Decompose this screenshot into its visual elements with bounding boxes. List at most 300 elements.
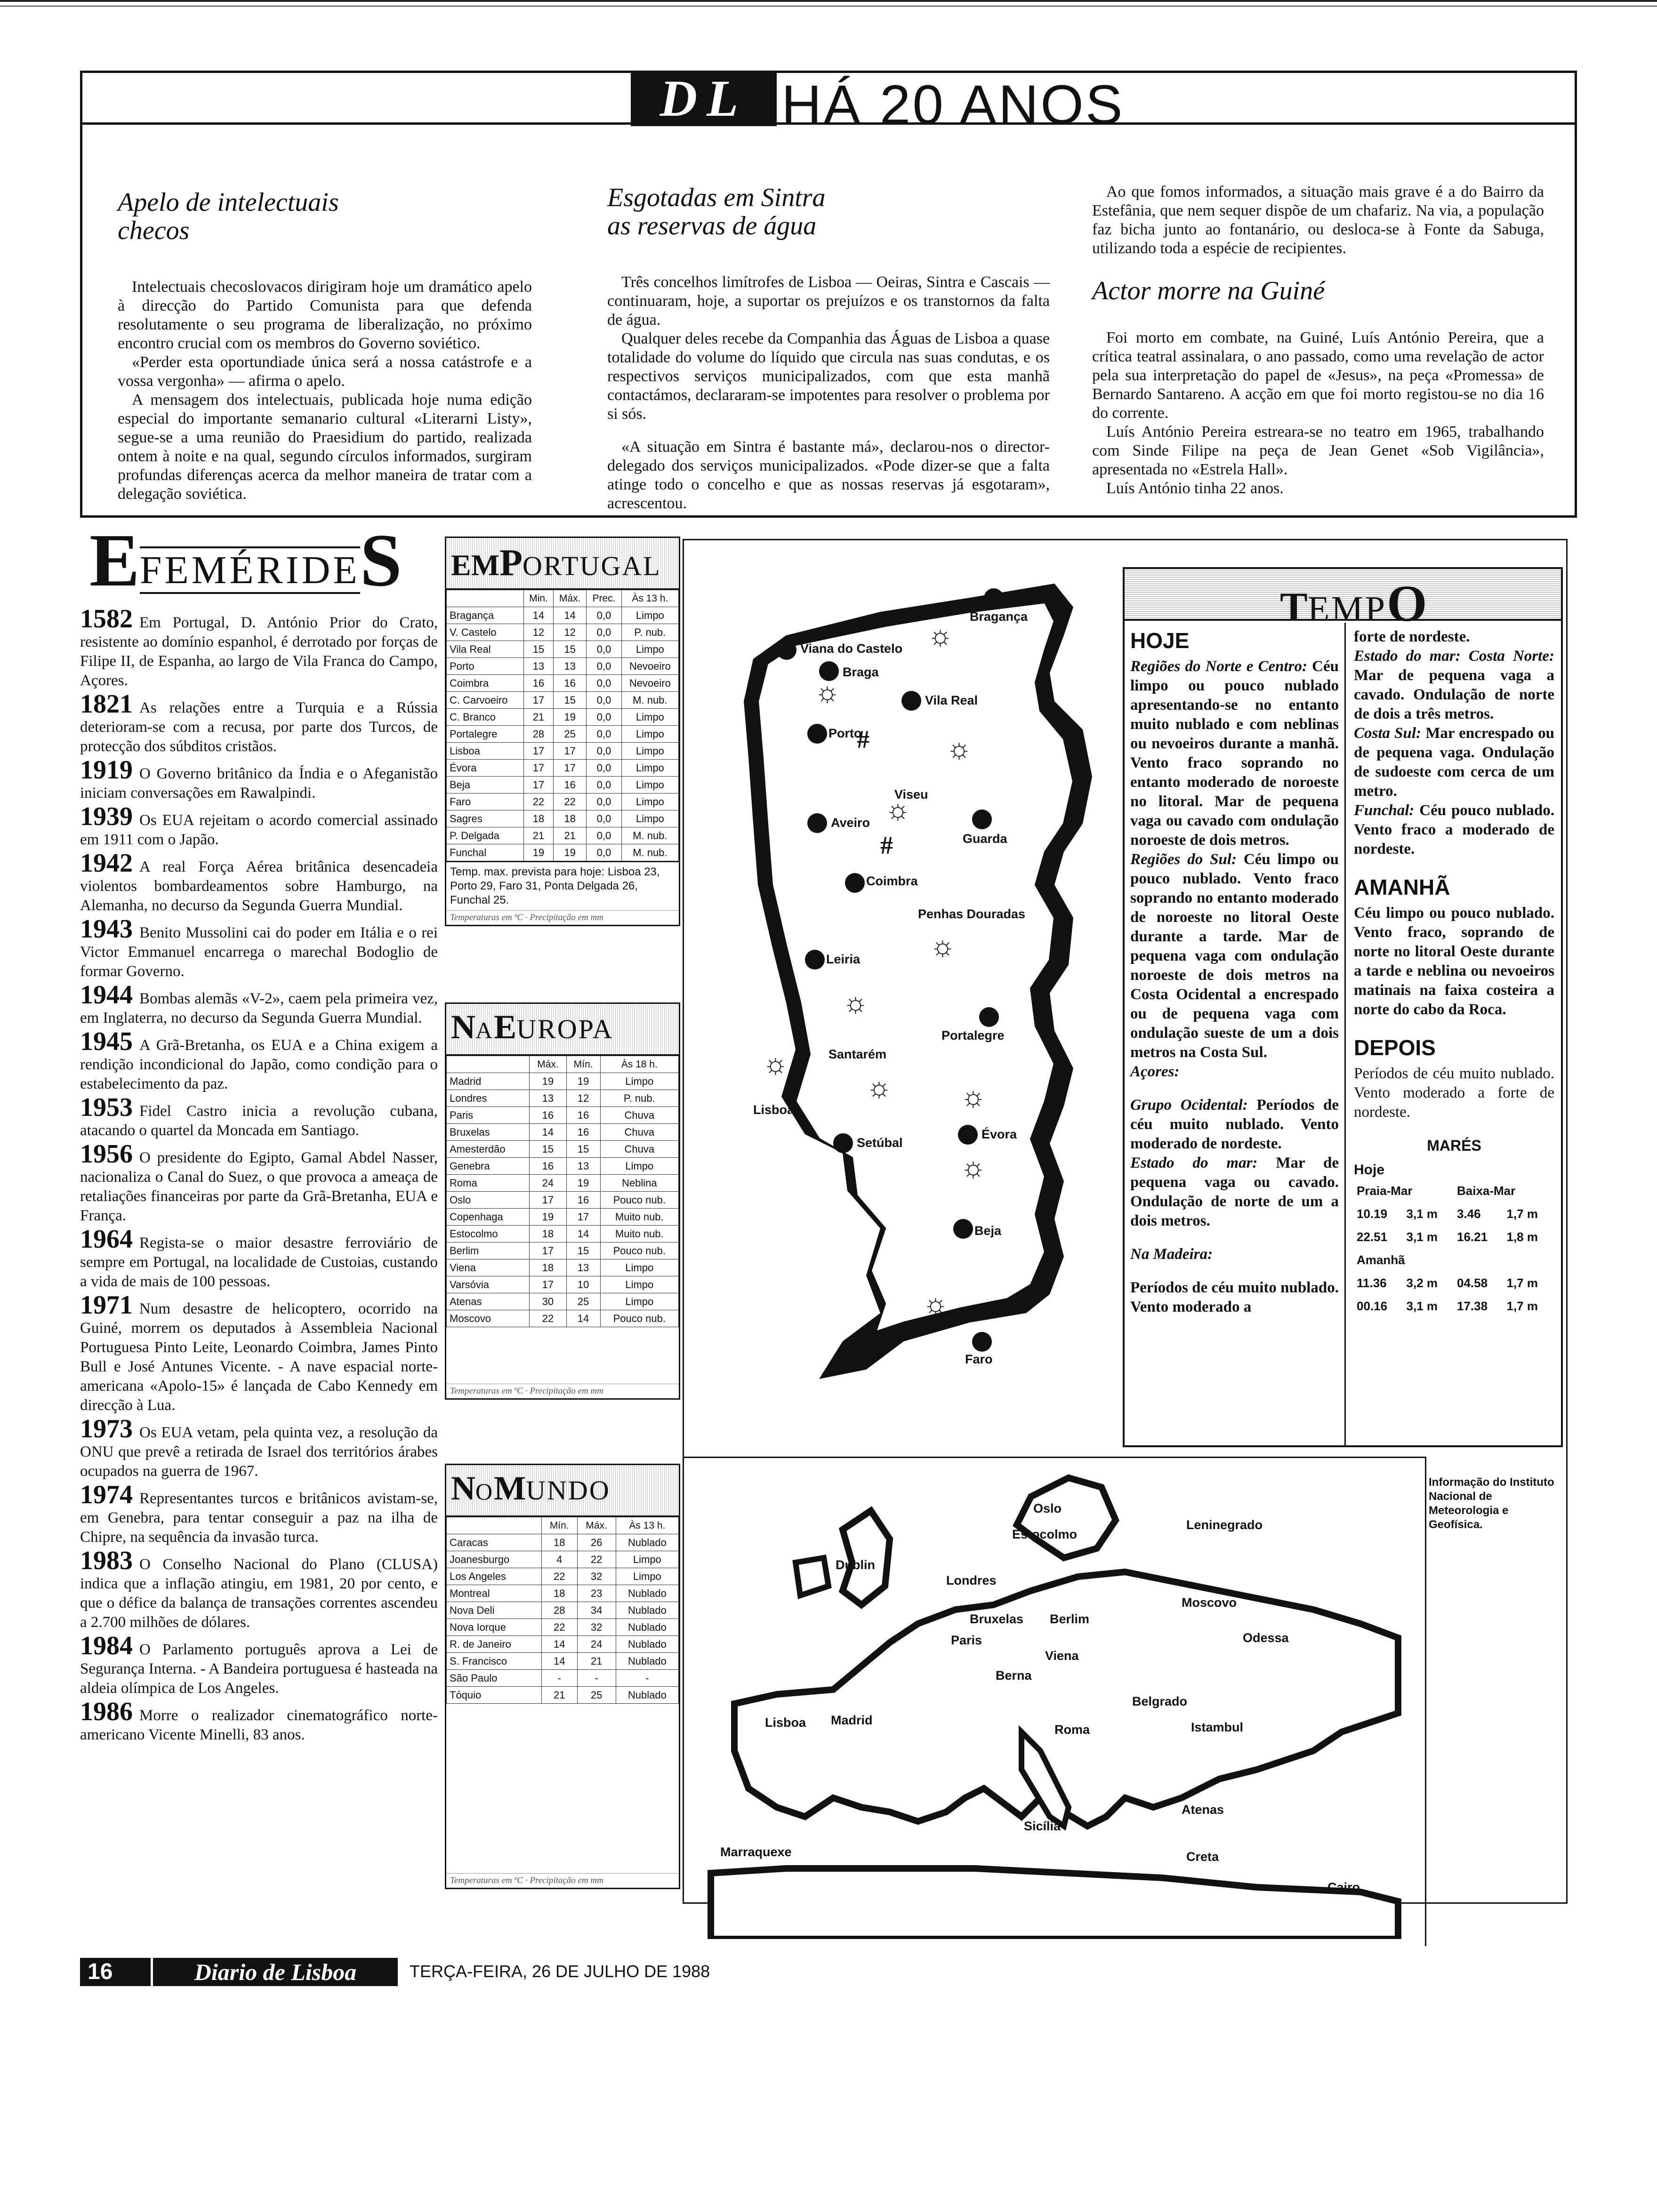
city-label: Madrid xyxy=(831,1713,873,1727)
table-cell: 28 xyxy=(541,1602,577,1619)
efemeride-year: 1944 xyxy=(80,980,133,1010)
city-dot xyxy=(777,640,796,660)
table-cell: 18 xyxy=(541,1534,577,1551)
city-dot xyxy=(807,724,827,744)
table-cell: Limpo xyxy=(600,1073,678,1090)
table-cell: - xyxy=(577,1670,616,1687)
sun-icon: ☼ xyxy=(866,1072,892,1103)
tempo-right-column: forte de nordeste. Estado do mar: Costa Norte: Mar de pequena vaga a cavado. Ondulação de norte de dois a três metros. Costa Sul: Mar encrespado ou de pequena vaga. Ondulação de sudoeste com cerca de um metro. Funchal: Céu pouco nublado. Vento fraco a moderado de nordeste. AMANHÃ Céu limpo ou pouco nublado. Vento fraco, soprando de norte no litoral Oeste durante a tarde e neblina ou nevoeiros matinais na faixa costeira a norte do cabo da Roca. DEPOIS Períodos de céu muito nublado. Vento moderado a forte de nordeste. MARÉS Hoje Praia-Mar Baixa-Mar 10.19 3,1 m 3.46 1,7 m 22.51 3,1 m 16.21 1,8 m Amanhã 11.36 3,2 m 04.58 1,7 m 00.16 3,1 m 17.38 1,7 m xyxy=(1348,623,1560,1322)
table-cell: Limpo xyxy=(621,743,678,760)
table-cell: Varsóvia xyxy=(447,1276,530,1293)
table-cell: 4 xyxy=(541,1551,577,1568)
table-cell: 17 xyxy=(530,1192,566,1209)
city-label: Penhas Douradas xyxy=(918,907,1026,921)
table-cell: 0,0 xyxy=(587,810,621,827)
paragraph: Períodos de céu muito nublado. Vento moderado a forte de nordeste. xyxy=(1354,1065,1554,1121)
table-cell: M. nub. xyxy=(621,844,678,861)
city-label: Paris xyxy=(951,1633,982,1647)
efemeride-year: 1582 xyxy=(80,604,133,633)
table-cell: Nublado xyxy=(616,1534,678,1551)
table-cell: Limpo xyxy=(621,793,678,810)
table-cell: 16 xyxy=(554,777,587,793)
table-cell: Limpo xyxy=(600,1259,678,1276)
efemeride-item xyxy=(80,1631,438,1698)
table-row xyxy=(447,810,679,827)
table-europa xyxy=(445,1002,680,1400)
table-cell: Limpo xyxy=(616,1568,678,1585)
sun-icon: ☼ xyxy=(946,733,972,764)
table-cell: 25 xyxy=(554,726,587,743)
tempo-left-column: HOJE Regiões do Norte e Centro: Céu limpo ou pouco nublado apresentando-se no entanto muito nublado e com neblinas ou nevoeiros durante a manhã. Vento fraco soprando no entanto moderado de noroeste no litoral. Mar de pequena vaga ou cavado com ondulação noroeste de dois metros. Regiões do Sul: Céu limpo ou pouco nublado. Vento fraco soprando no entanto moderado de noroeste no litoral Oeste durante a tarde. Mar de pequena vaga com ondulação noroeste de dois metros na Costa Ocidental a encrespado ou de pequena vaga com ondulação sueste de um a dois metros na Costa Sul. Açores: Grupo Ocidental: Períodos de céu muito nublado. Vento moderado de nordeste. Estado do mar: Mar de pequena vaga ou cavado. Ondulação de norte de um a dois metros. Na Madeira: Períodos de céu muito nublado. Vento moderado a xyxy=(1125,623,1346,1446)
label: Açores: xyxy=(1130,1063,1180,1080)
table-cell: 17 xyxy=(523,777,553,793)
table-cell: 17 xyxy=(530,1276,566,1293)
section-depois: DEPOIS xyxy=(1354,1035,1436,1060)
column-header: Máx. xyxy=(577,1517,616,1534)
article-intelectuais xyxy=(118,188,532,504)
table-row xyxy=(447,1653,679,1670)
table-cell: 13 xyxy=(554,658,587,675)
table-cell: Viena xyxy=(447,1259,530,1276)
fog-icon: # xyxy=(857,725,869,753)
city-label: Aveiro xyxy=(831,816,870,830)
city-dot xyxy=(901,691,921,711)
sun-icon: ☼ xyxy=(930,930,956,962)
article-actor xyxy=(1092,183,1544,498)
sun-icon: ☼ xyxy=(960,1152,986,1183)
column-header: Mín. xyxy=(541,1517,577,1534)
table-row xyxy=(447,1226,679,1242)
column-header: Às 13 h. xyxy=(621,590,678,607)
table-cell: R. de Janeiro xyxy=(447,1636,542,1653)
table-row xyxy=(447,760,679,777)
table-cell: 12 xyxy=(566,1090,600,1107)
table-cell: 16 xyxy=(530,1107,566,1124)
table-cell: 26 xyxy=(577,1534,616,1551)
table-row xyxy=(447,793,679,810)
table-row xyxy=(447,1636,679,1653)
column-header: Máx. xyxy=(530,1056,566,1073)
efemeride-text: Fidel Castro inicia a revolução cubana, atacando o quartel da Moncada em Santiago. xyxy=(80,1103,438,1139)
table-cell: 0,0 xyxy=(587,743,621,760)
efemeride-item xyxy=(80,802,438,850)
table-cell: Limpo xyxy=(621,777,678,793)
city-label: Belgrado xyxy=(1132,1694,1188,1708)
table-cell: 15 xyxy=(566,1242,600,1259)
table-row xyxy=(447,1293,679,1310)
column-header: Às 13 h. xyxy=(616,1517,678,1534)
table-cell: Muito nub. xyxy=(600,1226,678,1242)
column-header: Min. xyxy=(523,590,553,607)
efemeride-year: 1984 xyxy=(80,1631,133,1660)
table-cell: 13 xyxy=(523,658,553,675)
table-row xyxy=(447,726,679,743)
paragraph: Luís António Pereira estreara-se no teatro em 1965, trabalhando com Sinde Filipe na peça de Jean Genet «Sob Vigilância», apresentada no «Estrela Hall». xyxy=(1092,423,1544,478)
table-cell: Coimbra xyxy=(447,675,524,692)
table-cell: 18 xyxy=(554,810,587,827)
section-hoje: HOJE xyxy=(1130,628,1190,653)
table-cell: 16 xyxy=(566,1107,600,1124)
table-cell: 0,0 xyxy=(587,658,621,675)
table-cell: 0,0 xyxy=(587,675,621,692)
table-cell: Genebra xyxy=(447,1158,530,1175)
table-cell: 21 xyxy=(523,827,553,844)
table-cell: Copenhaga xyxy=(447,1209,530,1226)
paragraph: Foi morto em combate, na Guiné, Luís António Pereira, que a crítica teatral assinalara, o ano passado, como uma revelação de actor pela sua interpretação do papel de «Jesus», na peça «Promessa» de Bernardo Santareno. A acção em que foi morto registou-se no dia 16 do corrente. xyxy=(1092,329,1544,422)
table-cell: Nevoeiro xyxy=(621,675,678,692)
sun-icon: ☼ xyxy=(885,794,911,825)
dl-logo: DL xyxy=(631,71,777,126)
table-cell: 0,0 xyxy=(587,624,621,641)
table-cell: M. nub. xyxy=(621,827,678,844)
table-cell: Muito nub. xyxy=(600,1209,678,1226)
table-cell: Pouco nub. xyxy=(600,1310,678,1327)
table-cell: 17 xyxy=(554,760,587,777)
efemeride-item xyxy=(80,755,438,803)
table-cell: 15 xyxy=(523,641,553,658)
table-cell: Nublado xyxy=(616,1602,678,1619)
table-cell: 18 xyxy=(530,1226,566,1242)
table-row xyxy=(447,1585,679,1602)
efemeride-item xyxy=(80,980,438,1028)
table-row xyxy=(447,777,679,793)
table-cell: 0,0 xyxy=(587,607,621,624)
inm-credit: Informação do Instituto Nacional de Meteorologia e Geofísica. xyxy=(1429,1476,1554,1531)
city-label: Porto xyxy=(828,726,862,740)
city-label: Santarém xyxy=(828,1047,887,1061)
table-cell: 14 xyxy=(523,607,553,624)
weather-table xyxy=(446,1517,679,1704)
table-cell: Nublado xyxy=(616,1585,678,1602)
table-cell: Limpo xyxy=(621,641,678,658)
efemeride-item xyxy=(80,1546,438,1632)
table-row xyxy=(447,1158,679,1175)
table-row xyxy=(447,1192,679,1209)
table-cell: 22 xyxy=(541,1619,577,1636)
paragraph: Luís António tinha 22 anos. xyxy=(1106,480,1284,497)
city-label: Bragança xyxy=(970,609,1028,624)
table-cell: Limpo xyxy=(600,1276,678,1293)
table-cell: P. nub. xyxy=(621,624,678,641)
table-cell: Limpo xyxy=(621,607,678,624)
efemeride-item xyxy=(80,1227,438,1291)
paragraph: Céu limpo ou pouco nublado. Vento fraco, soprando de norte no litoral Oeste durante a tarde e neblina ou nevoeiros matinais na faixa costeira a norte do cabo da Roca. xyxy=(1354,905,1554,1018)
table-row xyxy=(447,1568,679,1585)
city-label: Odessa xyxy=(1243,1631,1289,1645)
city-label: Braga xyxy=(843,665,879,679)
efemeride-year: 1983 xyxy=(80,1546,133,1575)
table-cell: 13 xyxy=(530,1090,566,1107)
africa xyxy=(711,1868,1398,1939)
article-title: Esgotadas em Sintra as reservas de água xyxy=(607,183,826,240)
table-cell: 19 xyxy=(566,1175,600,1192)
table-row xyxy=(447,1242,679,1259)
table-cell: 22 xyxy=(523,793,553,810)
table-row xyxy=(447,1107,679,1124)
tide-cell: 1,7 m xyxy=(1506,1276,1538,1290)
city-dot xyxy=(833,1133,853,1153)
section-amanha: AMANHÃ xyxy=(1354,875,1450,899)
article-sintra xyxy=(607,184,1050,513)
tide-cell: 3,1 m xyxy=(1406,1299,1438,1313)
column-header xyxy=(447,1056,530,1073)
column-header xyxy=(447,1517,542,1534)
efemeride-text: Em Portugal, D. António Prior do Crato, resistente ao domínio espanhol, é derrotado por forças de Filipe II, de Espanha, ao largo de Vila Franca do Campo, Açores. xyxy=(80,614,438,689)
city-label: Faro xyxy=(965,1352,993,1366)
table-cell: 17 xyxy=(523,692,553,709)
table-row xyxy=(447,1310,679,1327)
table-cell: Montreal xyxy=(447,1585,542,1602)
efemerides-title: EFEMÉRIDES xyxy=(89,518,402,602)
city-label: Viena xyxy=(1045,1649,1079,1663)
table-cell: Oslo xyxy=(447,1192,530,1209)
table-cell: Atenas xyxy=(447,1293,530,1310)
city-dot xyxy=(958,1125,978,1145)
table-cell: 22 xyxy=(530,1310,566,1327)
table-cell: Funchal xyxy=(447,844,524,861)
tide-cell: 1,7 m xyxy=(1506,1207,1538,1221)
table-cell: 16 xyxy=(523,675,553,692)
efemeride-item xyxy=(80,851,438,915)
table-cell: 28 xyxy=(523,726,553,743)
efemeride-text: As relações entre a Turquia e a Rússia deterioram-se com a recusa, por parte dos Turcos, de protecção dos súbditos cristãos. xyxy=(80,699,438,755)
table-row xyxy=(447,641,679,658)
table-cell: Neblina xyxy=(600,1175,678,1192)
table-cell: Porto xyxy=(447,658,524,675)
efemeride-text: Morre o realizador cinematográfico norte-americano Vicente Minelli, 83 anos. xyxy=(80,1707,438,1743)
table-cell: 18 xyxy=(530,1259,566,1276)
table-cell: Londres xyxy=(447,1090,530,1107)
table-mundo xyxy=(445,1464,680,1889)
top-rule xyxy=(0,0,1657,7)
table-cell: 21 xyxy=(577,1653,616,1670)
table-cell: 12 xyxy=(554,624,587,641)
table-cell: Évora xyxy=(447,760,524,777)
table-title: EMPORTUGAL xyxy=(446,538,679,590)
table-cell: 12 xyxy=(523,624,553,641)
table-cell: Nublado xyxy=(616,1636,678,1653)
tide-cell: 04.58 xyxy=(1456,1276,1488,1290)
table-cell: 0,0 xyxy=(587,709,621,726)
table-cell: Limpo xyxy=(621,760,678,777)
table-cell: 25 xyxy=(566,1293,600,1310)
table-cell: 0,0 xyxy=(587,793,621,810)
city-label: Berna xyxy=(996,1668,1032,1683)
table-cell: Bragança xyxy=(447,607,524,624)
table-row xyxy=(447,1124,679,1141)
table-cell: 0,0 xyxy=(587,777,621,793)
efemeride-year: 1939 xyxy=(80,802,133,831)
table-cell: Faro xyxy=(447,793,524,810)
table-cell: 15 xyxy=(566,1141,600,1158)
efemeride-text: A Grã-Bretanha, os EUA e a China exigem a rendição incondicional do Japão, como condição para o estabelecimento da paz. xyxy=(80,1037,438,1092)
units-note: Temperaturas em ºC · Precipitação em mm xyxy=(446,1873,679,1888)
city-dot xyxy=(953,1219,973,1239)
table-cell: 19 xyxy=(530,1073,566,1090)
efemeride-year: 1973 xyxy=(80,1414,133,1443)
table-cell: 16 xyxy=(566,1124,600,1141)
table-cell: Chuva xyxy=(600,1124,678,1141)
tides: MARÉS Hoje Praia-Mar Baixa-Mar 10.19 3,1 m 3.46 1,7 m 22.51 3,1 m 16.21 1,8 m Amanhã 11.36 3,2 m 04.58 1,7 m 00.16 3,1 m 17.38 1,7 m xyxy=(1354,1136,1554,1318)
table-cell: Paris xyxy=(447,1107,530,1124)
paragraph: Ao que fomos informados, a situação mais grave é a do Bairro da Estefânia, que nem sequer dispõe de um chafariz. Na via, a população faz bicha junto ao fontanário, ou desloca-se à Fonte da Sabuga, utilizando toda a espécie de recipientes. xyxy=(1092,183,1544,257)
table-row xyxy=(447,827,679,844)
city-label: Moscovo xyxy=(1182,1595,1237,1610)
efemeride-year: 1942 xyxy=(80,849,133,878)
table-cell: M. nub. xyxy=(621,692,678,709)
table-cell: 0,0 xyxy=(587,726,621,743)
efemeride-item xyxy=(80,1139,438,1226)
city-dot xyxy=(979,1007,999,1027)
forecast-note: Temp. max. prevista para hoje: Lisboa 23, Porto 29, Faro 31, Ponta Delgada 26, Funchal 25. xyxy=(446,861,679,910)
city-label: Berlim xyxy=(1050,1612,1090,1626)
efemeride-text: O presidente do Egipto, Gamal Abdel Nasser, nacionaliza o Canal do Suez, o que provoca a ameaça de retaliações financeiras por parte da Grã-Bretanha, EUA e França. xyxy=(80,1149,438,1224)
efemeride-text: Os EUA vetam, pela quinta vez, a resolução da ONU que prevê a retirada de Israel dos territórios árabes ocupados na guerra de 1967. xyxy=(80,1424,438,1480)
table-row xyxy=(447,1670,679,1687)
table-cell: 16 xyxy=(566,1192,600,1209)
city-label: Lisboa xyxy=(765,1715,806,1730)
column-header: Máx. xyxy=(554,590,587,607)
city-label: Bruxelas xyxy=(970,1612,1024,1626)
table-cell: Los Angeles xyxy=(447,1568,542,1585)
table-cell: Nublado xyxy=(616,1653,678,1670)
efemeride-item xyxy=(80,604,438,690)
label: Na Madeira: xyxy=(1130,1246,1213,1263)
city-label: Londres xyxy=(946,1573,997,1587)
table-cell: Amesterdão xyxy=(447,1141,530,1158)
tide-cell: Praia-Mar xyxy=(1357,1184,1413,1198)
efemeride-text: O Parlamento português aprova a Lei de Segurança Interna. - A Bandeira portuguesa é hasteada na aldeia olímpica de Los Angeles. xyxy=(80,1641,438,1697)
efemeride-text: Benito Mussolini cai do poder em Itália e o rei Victor Emmanuel encarrega o marechal Bodoglio de formar Governo. xyxy=(80,924,438,980)
table-row xyxy=(447,743,679,760)
tide-cell: 16.21 xyxy=(1456,1230,1488,1244)
table-cell: 14 xyxy=(541,1636,577,1653)
tide-cell: 3,1 m xyxy=(1406,1207,1438,1221)
efemeride-year: 1953 xyxy=(80,1093,133,1122)
table-cell: 22 xyxy=(541,1568,577,1585)
efemeride-item xyxy=(80,1027,438,1094)
city-dot xyxy=(807,813,827,833)
table-cell: Nublado xyxy=(616,1619,678,1636)
table-row xyxy=(447,1141,679,1158)
tide-cell: 1,7 m xyxy=(1506,1299,1538,1313)
table-cell: 30 xyxy=(530,1293,566,1310)
table-cell: Moscovo xyxy=(447,1310,530,1327)
sun-icon: ☼ xyxy=(960,1081,986,1112)
table-cell: São Paulo xyxy=(447,1670,542,1687)
efemeride-item xyxy=(80,1093,438,1140)
table-cell: 14 xyxy=(566,1310,600,1327)
portugal-land xyxy=(758,602,1073,1332)
table-cell: Estocolmo xyxy=(447,1226,530,1242)
tide-cell: 3.46 xyxy=(1456,1207,1481,1221)
table-cell: Limpo xyxy=(600,1293,678,1310)
tide-cell: 3,1 m xyxy=(1406,1230,1438,1244)
table-row xyxy=(447,1209,679,1226)
city-label: Istambul xyxy=(1191,1720,1244,1734)
city-label: Atenas xyxy=(1182,1803,1224,1817)
issue-date: TERÇA-FEIRA, 26 DE JULHO DE 1988 xyxy=(410,1962,710,1981)
tide-cell: 10.19 xyxy=(1357,1207,1388,1221)
tide-cell: 3,2 m xyxy=(1406,1276,1438,1290)
tempo-title: TEMPO xyxy=(1125,569,1561,621)
table-cell: P. nub. xyxy=(600,1090,678,1107)
city-label: Évora xyxy=(981,1127,1017,1141)
efemeride-item xyxy=(80,1697,438,1745)
city-label: Viana do Castelo xyxy=(800,641,903,656)
efemeride-year: 1956 xyxy=(80,1139,133,1169)
table-row xyxy=(447,1551,679,1568)
table-cell: 19 xyxy=(566,1073,600,1090)
table-title: NOMUNDO xyxy=(446,1465,679,1517)
table-cell: Lisboa xyxy=(447,743,524,760)
city-dot xyxy=(984,588,1004,608)
table-cell: 16 xyxy=(530,1158,566,1175)
efemeride-text: A real Força Aérea britânica desencadeia violentos bombardeamentos sobre Hamburgo, na Alemanha, no decurso da Segunda Guerra Mundial. xyxy=(80,858,438,914)
city-label: Leninegrado xyxy=(1186,1518,1263,1532)
tide-cell: 1,8 m xyxy=(1506,1230,1538,1244)
weather-table xyxy=(446,1056,679,1327)
sun-icon: ☼ xyxy=(763,1048,788,1079)
page-number: 16 xyxy=(80,1958,151,1986)
table-cell: Roma xyxy=(447,1175,530,1192)
city-label: Dublin xyxy=(836,1558,875,1572)
table-cell: 17 xyxy=(523,760,553,777)
table-cell: 19 xyxy=(523,844,553,861)
efemeride-year: 1971 xyxy=(80,1290,133,1320)
city-label: Setúbal xyxy=(857,1136,903,1150)
city-label: Roma xyxy=(1054,1723,1090,1737)
table-cell: 23 xyxy=(577,1585,616,1602)
table-row xyxy=(447,1619,679,1636)
table-cell: P. Delgada xyxy=(447,827,524,844)
table-cell: Nova Iorque xyxy=(447,1619,542,1636)
table-cell: 17 xyxy=(554,743,587,760)
article-title: Apelo de intelectuais checos xyxy=(118,188,339,245)
table-cell: Berlim xyxy=(447,1242,530,1259)
city-label: Creta xyxy=(1186,1850,1219,1864)
table-cell: S. Francisco xyxy=(447,1653,542,1670)
table-cell: Nova Deli xyxy=(447,1602,542,1619)
article-title: Actor morre na Guiné xyxy=(1092,276,1325,305)
table-row xyxy=(447,844,679,861)
table-cell: Vila Real xyxy=(447,641,524,658)
column-header: Prec. xyxy=(587,590,621,607)
table-cell: 18 xyxy=(523,810,553,827)
table-cell: 0,0 xyxy=(587,760,621,777)
efemeride-year: 1974 xyxy=(80,1480,133,1509)
efemeride-year: 1943 xyxy=(80,914,133,944)
efemeride-year: 1964 xyxy=(80,1225,133,1254)
table-row xyxy=(447,692,679,709)
sun-icon: ☼ xyxy=(927,620,953,651)
city-label: Portalegre xyxy=(941,1028,1005,1042)
table-cell: 17 xyxy=(530,1242,566,1259)
table-cell: 14 xyxy=(541,1653,577,1670)
table-cell: 25 xyxy=(577,1687,616,1704)
table-cell: - xyxy=(616,1670,678,1687)
tide-cell: 00.16 xyxy=(1357,1299,1388,1313)
efemeride-year: 1945 xyxy=(80,1027,133,1056)
city-label: Marraquexe xyxy=(720,1845,792,1859)
masthead: Diario de Lisboa xyxy=(153,1958,398,1986)
table-title: NAEUROPA xyxy=(446,1004,679,1056)
city-label: Estocolmo xyxy=(1012,1527,1078,1541)
efemeride-text: Os EUA rejeitam o acordo comercial assinado em 1911 com o Japão. xyxy=(80,812,438,848)
efemeride-item xyxy=(80,1480,438,1547)
table-cell: Tóquio xyxy=(447,1687,542,1704)
spacer xyxy=(446,1327,679,1384)
